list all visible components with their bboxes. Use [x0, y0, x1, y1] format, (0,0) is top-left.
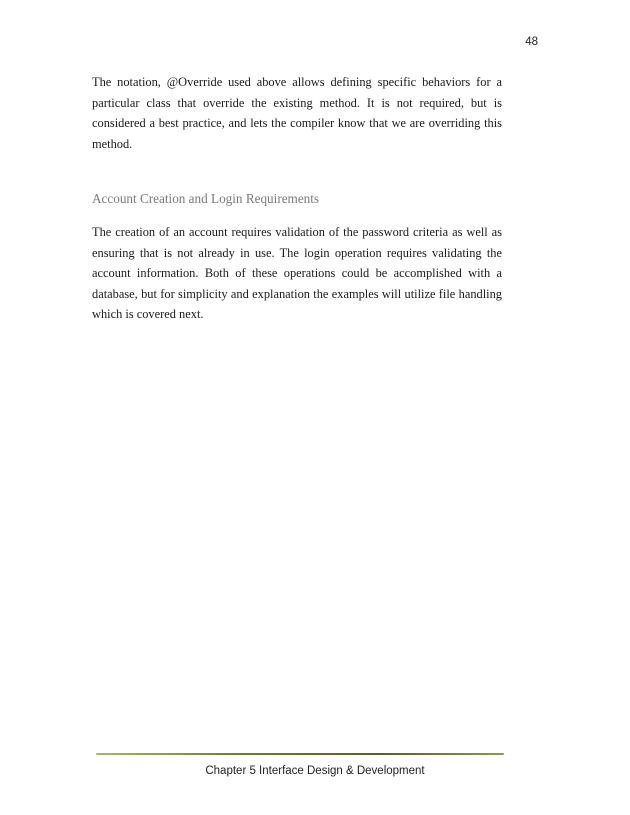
paragraph-account-requirements: The creation of an account requires validation of the password criteria as well as ensuring that is not already in use. The login operation requires validating the account information. Both of these operations could be accomplished with a database, but for simplicity and explanation the examples will utilize file handling which is covered next. — [92, 225, 502, 321]
footer-chapter-title: Chapter 5 Interface Design & Development — [205, 765, 425, 777]
page-body — [92, 72, 502, 325]
section-heading: Account Creation and Login Requirements — [92, 191, 320, 206]
paragraph-override-notation: The notation, @Override used above allows defining specific behaviors for a particular class that override the existing method. It is not required, but is considered a best practice, and lets the compiler know that we are overriding this method. — [92, 75, 502, 151]
footer-divider — [96, 753, 504, 755]
page-number: 48 — [525, 36, 538, 48]
